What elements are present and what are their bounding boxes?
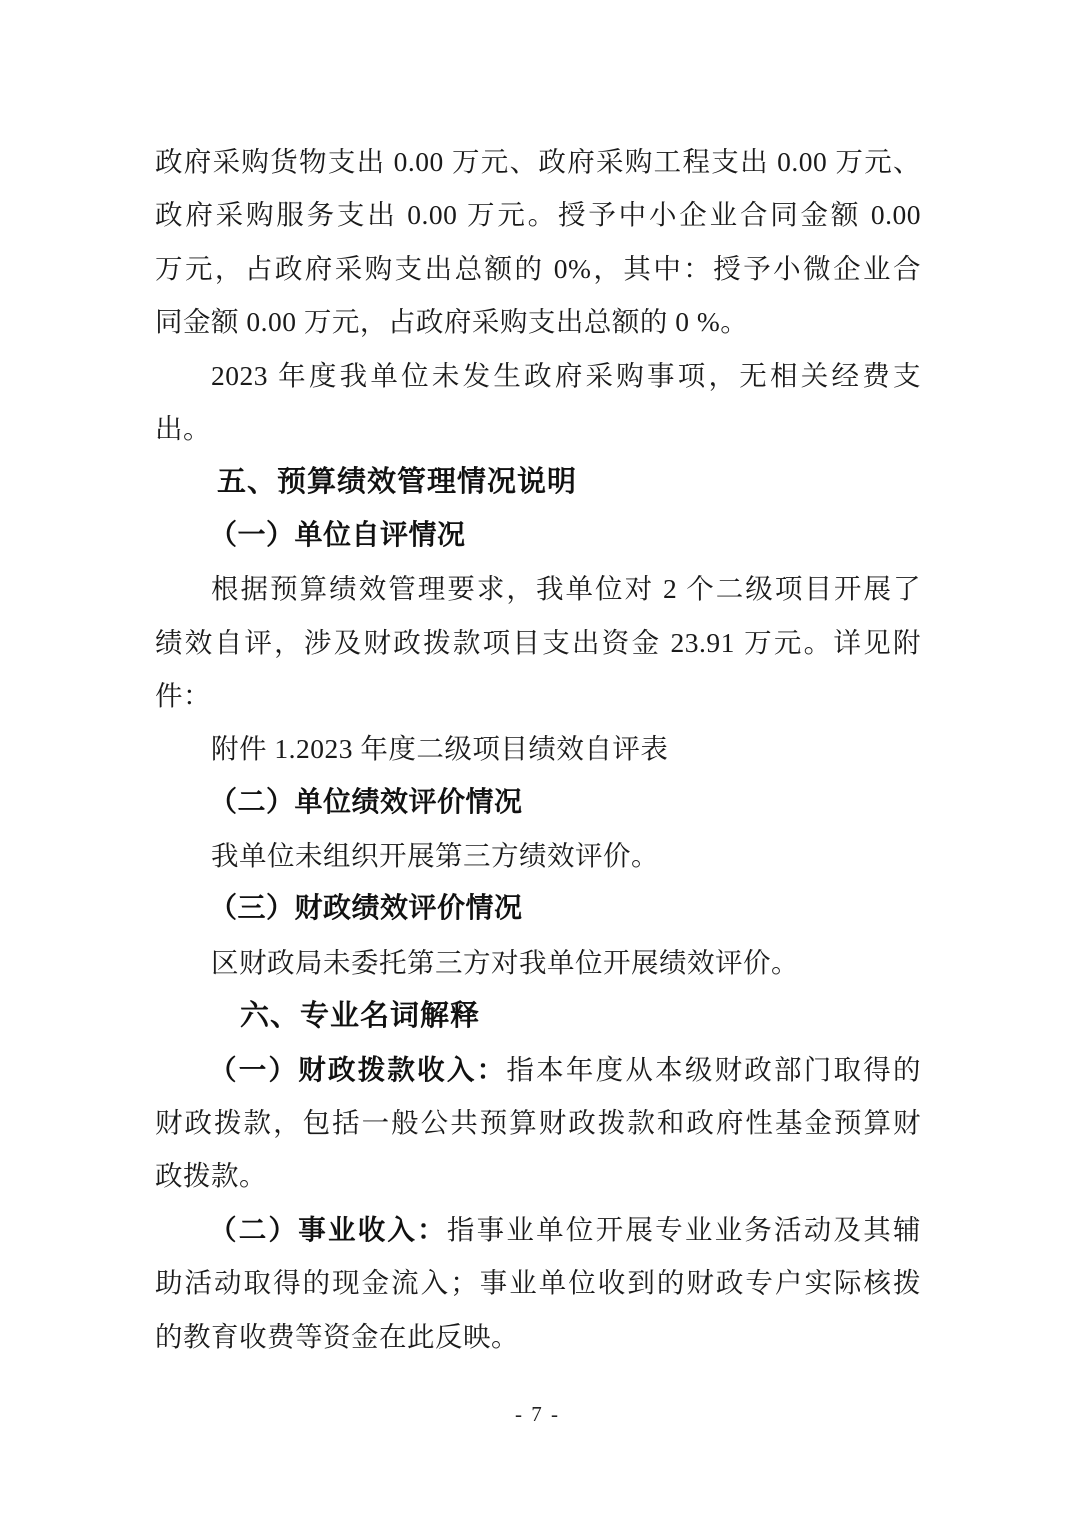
term-fiscal-appropriation-income-line-2: 财政拨款，包括一般公共预算财政拨款和政府性基金预算财 <box>155 1107 921 1139</box>
para-procurement-line-1: 政府采购货物支出 0.00 万元、政府采购工程支出 0.00 万元、 <box>155 146 921 177</box>
term-institutional-income-line-1-lead: （二）事业收入： <box>209 1213 447 1245</box>
term-fiscal-appropriation-income-line-3: 政拨款。 <box>155 1160 267 1192</box>
term-institutional-income-line-2: 助活动取得的现金流入；事业单位收到的财政专户实际核拨 <box>155 1267 921 1299</box>
para-self-evaluation-line-1: 根据预算绩效管理要求，我单位对 2 个二级项目开展了 <box>211 573 921 605</box>
heading-5-3-fiscal-performance-evaluation: （三）财政绩效评价情况 <box>209 893 523 925</box>
para-procurement-line-2: 政府采购服务支出 0.00 万元。授予中小企业合同金额 0.00 <box>155 199 921 231</box>
para-self-evaluation-line-3: 件： <box>155 679 211 711</box>
term-fiscal-appropriation-income-line-1 <box>155 1043 921 1096</box>
document-body <box>155 135 921 1363</box>
term-fiscal-appropriation-income-line-1-lead: （一）财政拨款收入： <box>209 1053 507 1085</box>
term-fiscal-appropriation-income-line-1-text: 指本年度从本级财政部门取得的 <box>506 1053 921 1085</box>
para-fiscal-performance-evaluation: 区财政局未委托第三方对我单位开展绩效评价。 <box>211 946 799 978</box>
heading-5-1-self-evaluation: （一）单位自评情况 <box>209 519 466 551</box>
term-institutional-income-line-3: 的教育收费等资金在此反映。 <box>155 1320 519 1352</box>
para-procurement-line-3: 万元，占政府采购支出总额的 0%，其中：授予小微企业合 <box>155 252 921 284</box>
para-self-evaluation-line-2: 绩效自评，涉及财政拨款项目支出资金 23.91 万元。详见附 <box>155 626 921 658</box>
heading-section-6: 六、专业名词解释 <box>240 998 481 1033</box>
para-no-procurement-line-2: 出。 <box>155 412 211 444</box>
term-institutional-income-line-1-text: 指事业单位开展专业业务活动及其辅 <box>446 1213 921 1245</box>
para-unit-performance-evaluation: 我单位未组织开展第三方绩效评价。 <box>211 840 659 872</box>
para-no-procurement-line-1: 2023 年度我单位未发生政府采购事项，无相关经费支 <box>211 359 921 391</box>
heading-5-2-unit-performance-evaluation: （二）单位绩效评价情况 <box>209 786 523 818</box>
para-procurement-line-4: 同金额 0.00 万元，占政府采购支出总额的 0 %。 <box>155 306 749 338</box>
term-institutional-income-line-1 <box>155 1203 921 1256</box>
para-attachment-reference: 附件 1.2023 年度二级项目绩效自评表 <box>211 733 669 765</box>
page-number: - 7 - <box>515 1402 560 1426</box>
heading-section-5: 五、预算绩效管理情况说明 <box>217 464 578 499</box>
